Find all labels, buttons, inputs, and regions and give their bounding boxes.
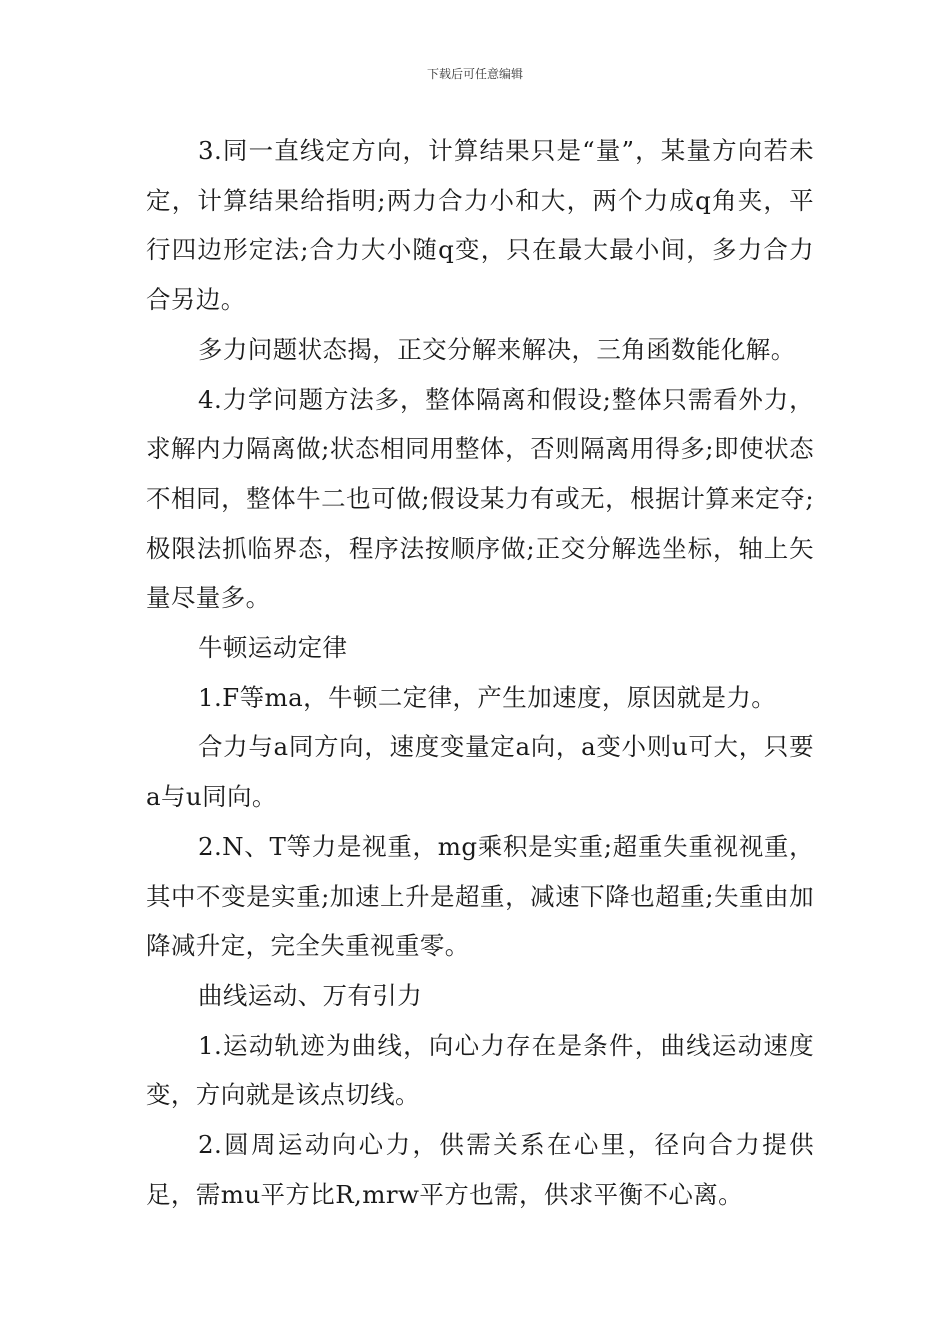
paragraph-curve-rule-2: 2.圆周运动向心力，供需关系在心里，径向合力提供足，需mu平方比R,mrw平方也需，供求平衡不心离。 xyxy=(146,1130,814,1209)
paragraph-statics-rule-4: 4.力学问题方法多，整体隔离和假设;整体只需看外力，求解内力隔离做;状态相同用整体，否则隔离用得多;即使状态不相同，整体牛二也可做;假设某力有或无，根据计算来定夺;极限法抓临界态，程序法按顺序做;正交分解选坐标，轴上矢量尽量多。 xyxy=(146,384,814,613)
paragraph-acceleration-direction: 合力与a同方向，速度变量定a向，a变小则u可大，只要a与u同向。 xyxy=(146,732,814,812)
paragraph-newton-rule-1: 1.F等ma，牛顿二定律，产生加速度，原因就是力。 xyxy=(198,682,777,712)
paragraph-newton-rule-2: 2.N、T等力是视重，mg乘积是实重;超重失重视视重，其中不变是实重;加速上升是超重，减速下降也超重;失重由加降减升定，完全失重视重零。 xyxy=(146,831,814,961)
paragraph-multi-force: 多力问题状态揭，正交分解来解决，三角函数能化解。 xyxy=(198,334,796,364)
page-header: 下载后可任意编辑 xyxy=(426,67,523,81)
paragraph-curve-rule-1: 1.运动轨迹为曲线，向心力存在是条件，曲线运动速度变，方向就是该点切线。 xyxy=(146,1030,814,1110)
document-body xyxy=(146,126,814,1219)
section-heading-curvilinear-gravitation: 曲线运动、万有引力 xyxy=(198,980,423,1010)
paragraph-statics-rule-3: 3.同一直线定方向，计算结果只是“量”，某量方向若未定，计算结果给指明;两力合力小和大，两个力成q角夹，平行四边形定法;合力大小随q变，只在最大最小间，多力合力合另边。 xyxy=(146,136,814,315)
section-heading-newton-laws: 牛顿运动定律 xyxy=(198,633,348,663)
